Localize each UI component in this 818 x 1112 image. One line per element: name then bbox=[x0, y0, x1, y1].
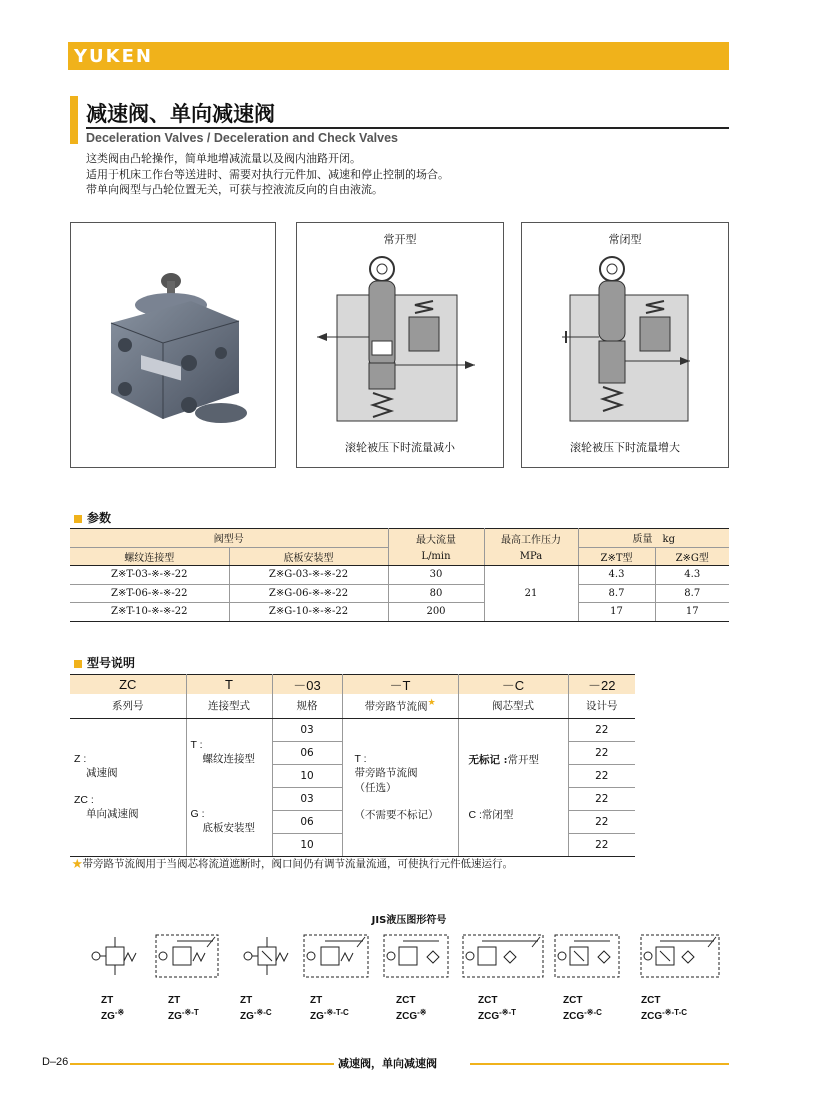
intro-line: 适用于机床工作台等送进时、需要对执行元件加、减速和停止控制的场合。 bbox=[86, 167, 449, 181]
cell-thread: Z※T-03-※-※-22 bbox=[70, 566, 229, 585]
section-marker bbox=[74, 515, 82, 523]
bypass-code: T : bbox=[354, 752, 367, 765]
intro-line: 这类阀由凸轮操作，简单地增减流量以及阀内油路开闭。 bbox=[86, 152, 361, 165]
design-cell: 22 bbox=[568, 741, 635, 764]
size-cell: 10 bbox=[272, 833, 342, 856]
cell-mass-g: 17 bbox=[655, 603, 729, 622]
code-size: －03 bbox=[272, 675, 342, 695]
jis-title: JIS液压图形符号 bbox=[371, 915, 447, 926]
cell-mass-t: 4.3 bbox=[578, 566, 655, 585]
model-heading bbox=[74, 654, 135, 671]
cell-mass-t: 8.7 bbox=[578, 584, 655, 603]
footer-title: 减速阀，单向减速阀 bbox=[338, 1057, 437, 1070]
code-design: －22 bbox=[568, 675, 635, 695]
col-thread: 螺纹连接型 bbox=[70, 547, 229, 566]
jis-label-6 bbox=[478, 995, 516, 1023]
jis-label-top: ZT bbox=[168, 995, 181, 1006]
jis-label-top: ZT bbox=[101, 995, 114, 1006]
cell-mass-g: 8.7 bbox=[655, 584, 729, 603]
head-connection: 连接型式 bbox=[186, 694, 272, 718]
col-plate: 底板安装型 bbox=[229, 547, 388, 566]
diagram-caption: 滚轮被压下时流量减小 bbox=[345, 441, 455, 454]
spool-code: C : bbox=[468, 809, 482, 821]
jis-label-bottom: ZG bbox=[310, 1011, 324, 1022]
jis-label-top: ZCT bbox=[563, 995, 583, 1006]
code-series: ZC bbox=[70, 675, 186, 695]
code-bypass: －T bbox=[342, 675, 458, 695]
spool-desc: 常闭型 bbox=[481, 809, 514, 821]
head-series: 系列号 bbox=[70, 694, 186, 718]
jis-label-suffix: -※-T bbox=[181, 1008, 199, 1017]
cell-pressure: 21 bbox=[484, 566, 578, 622]
spool-cell bbox=[458, 718, 568, 856]
head-spool: 阀芯型式 bbox=[458, 694, 568, 718]
header-bar bbox=[68, 42, 729, 70]
star-icon: ★ bbox=[72, 858, 83, 870]
table-row bbox=[70, 566, 729, 585]
jis-symbol-2 bbox=[155, 933, 219, 979]
cell-mass-g: 4.3 bbox=[655, 566, 729, 585]
jis-label-3 bbox=[240, 995, 272, 1023]
jis-label-5 bbox=[396, 995, 426, 1023]
diagram-title: 常开型 bbox=[383, 233, 417, 246]
col-pressure-unit: MPa bbox=[484, 547, 578, 566]
size-cell: 06 bbox=[272, 810, 342, 833]
cell-plate: Z※G-10-※-※-22 bbox=[229, 603, 388, 622]
page-subtitle: Deceleration Valves / Deceleration and Check Valves bbox=[86, 131, 398, 145]
col-mass-g: Z※G型 bbox=[655, 547, 729, 566]
jis-label-bottom: ZCG bbox=[563, 1011, 585, 1022]
head-size: 规格 bbox=[272, 694, 342, 718]
table-row bbox=[70, 584, 729, 603]
footer-rule bbox=[70, 1063, 334, 1065]
jis-label-bottom: ZG bbox=[168, 1011, 182, 1022]
footnote-text: 带旁路节流阀用于当阀芯将流道遮断时，阀口间仍有调节流量流通，可使执行元件低速运行。 bbox=[82, 858, 513, 870]
cell-plate: Z※G-06-※-※-22 bbox=[229, 584, 388, 603]
head-bypass-label: 带旁路节流阀 bbox=[364, 700, 428, 713]
product-photo bbox=[70, 222, 276, 468]
jis-label-top: ZT bbox=[240, 995, 253, 1006]
intro-text bbox=[86, 151, 449, 198]
brand-logo: YUKEN bbox=[74, 46, 153, 67]
bypass-optional: （任选） bbox=[354, 781, 397, 794]
jis-label-suffix: -※-C bbox=[253, 1008, 272, 1017]
params-heading-label: 参数 bbox=[87, 511, 112, 525]
normally-open-cross-section bbox=[297, 253, 503, 443]
jis-label-suffix: -※ bbox=[417, 1008, 427, 1017]
head-design: 设计号 bbox=[568, 694, 635, 718]
jis-label-suffix: -※-T-C bbox=[662, 1008, 688, 1017]
bypass-desc: 带旁路节流阀 bbox=[354, 766, 418, 779]
params-table bbox=[70, 528, 729, 622]
jis-label-bottom: ZCG bbox=[478, 1011, 500, 1022]
model-header-row bbox=[70, 694, 635, 718]
size-cell: 03 bbox=[272, 787, 342, 810]
page-number: D–26 bbox=[42, 1056, 69, 1068]
series-cell bbox=[70, 718, 186, 856]
jis-label-bottom: ZCG bbox=[641, 1011, 663, 1022]
jis-label-4 bbox=[310, 995, 349, 1023]
page-title: 减速阀、单向减速阀 bbox=[86, 102, 275, 126]
jis-label-suffix: -※-T-C bbox=[323, 1008, 349, 1017]
design-cell: 22 bbox=[568, 810, 635, 833]
connection-code: G : bbox=[190, 807, 205, 820]
spool-desc: 常开型 bbox=[507, 754, 540, 766]
jis-label-bottom: ZCG bbox=[396, 1011, 418, 1022]
cell-thread: Z※T-10-※-※-22 bbox=[70, 603, 229, 622]
valve-photo-image bbox=[71, 223, 275, 467]
jis-label-bottom: ZG bbox=[101, 1011, 115, 1022]
col-mass-t: Z※T型 bbox=[578, 547, 655, 566]
footnote bbox=[72, 856, 513, 871]
jis-label-top: ZT bbox=[310, 995, 323, 1006]
footer-rule bbox=[470, 1063, 729, 1065]
jis-label-suffix: -※ bbox=[114, 1008, 125, 1017]
jis-label-8 bbox=[641, 995, 687, 1023]
section-marker bbox=[74, 660, 82, 668]
code-connection: T bbox=[186, 675, 272, 695]
connection-cell bbox=[186, 787, 272, 856]
table-row bbox=[70, 603, 729, 622]
jis-symbol-1 bbox=[88, 933, 144, 979]
col-flow-unit: L/min bbox=[388, 547, 484, 566]
design-cell: 22 bbox=[568, 764, 635, 787]
jis-label-suffix: -※-C bbox=[584, 1008, 602, 1017]
model-code-row bbox=[70, 675, 635, 695]
normally-closed-cross-section bbox=[522, 253, 728, 443]
jis-symbol-4 bbox=[303, 933, 369, 979]
cell-flow: 200 bbox=[388, 603, 484, 622]
code-spool: －C bbox=[458, 675, 568, 695]
diagram-title: 常闭型 bbox=[608, 233, 642, 246]
bypass-cell bbox=[342, 718, 458, 856]
connection-desc: 螺纹连接型 bbox=[202, 753, 255, 766]
model-heading-label: 型号说明 bbox=[87, 656, 136, 670]
design-cell: 22 bbox=[568, 718, 635, 741]
jis-label-top: ZCT bbox=[396, 995, 416, 1006]
cell-flow: 80 bbox=[388, 584, 484, 603]
intro-line: 带单向阀型与凸轮位置无关，可获与控液流反向的自由液流。 bbox=[86, 183, 383, 196]
bypass-omit: （不需要不标记） bbox=[354, 808, 439, 821]
normally-closed-diagram bbox=[521, 222, 729, 468]
model-table bbox=[70, 674, 635, 857]
cell-flow: 30 bbox=[388, 566, 484, 585]
diagram-caption: 滚轮被压下时流量增大 bbox=[570, 441, 680, 454]
jis-symbol-7 bbox=[554, 933, 620, 979]
col-model: 阀型号 bbox=[70, 529, 388, 548]
jis-label-suffix: -※-T bbox=[499, 1008, 517, 1017]
size-cell: 03 bbox=[272, 718, 342, 741]
jis-symbol-5 bbox=[383, 933, 449, 979]
star-icon: ★ bbox=[427, 698, 436, 708]
series-desc: 减速阀 bbox=[86, 767, 118, 779]
col-flow: 最大流量 bbox=[388, 529, 484, 548]
connection-desc: 底板安装型 bbox=[202, 821, 255, 834]
jis-label-1 bbox=[101, 995, 124, 1023]
jis-symbol-6 bbox=[462, 933, 544, 979]
title-accent bbox=[70, 96, 78, 144]
params-heading bbox=[74, 509, 111, 526]
connection-code: T : bbox=[190, 739, 203, 752]
jis-symbol-3 bbox=[240, 933, 296, 979]
title-divider bbox=[86, 127, 729, 129]
jis-label-7 bbox=[563, 995, 602, 1023]
jis-symbol-8 bbox=[640, 933, 720, 979]
jis-label-top: ZCT bbox=[641, 995, 661, 1006]
col-pressure: 最高工作压力 bbox=[484, 529, 578, 548]
head-bypass bbox=[342, 694, 458, 718]
normally-open-diagram bbox=[296, 222, 504, 468]
series-code: ZC : bbox=[74, 794, 94, 806]
cell-plate: Z※G-03-※-※-22 bbox=[229, 566, 388, 585]
col-mass: 质量 kg bbox=[578, 529, 729, 548]
cell-thread: Z※T-06-※-※-22 bbox=[70, 584, 229, 603]
cell-mass-t: 17 bbox=[578, 603, 655, 622]
series-desc: 单向减速阀 bbox=[86, 808, 139, 820]
jis-label-2 bbox=[168, 995, 199, 1023]
jis-label-top: ZCT bbox=[478, 995, 498, 1006]
connection-cell bbox=[186, 718, 272, 787]
size-cell: 06 bbox=[272, 741, 342, 764]
spool-code: 无标记 : bbox=[468, 754, 508, 766]
series-code: Z : bbox=[74, 753, 87, 765]
design-cell: 22 bbox=[568, 833, 635, 856]
size-cell: 10 bbox=[272, 764, 342, 787]
design-cell: 22 bbox=[568, 787, 635, 810]
jis-label-bottom: ZG bbox=[240, 1011, 254, 1022]
